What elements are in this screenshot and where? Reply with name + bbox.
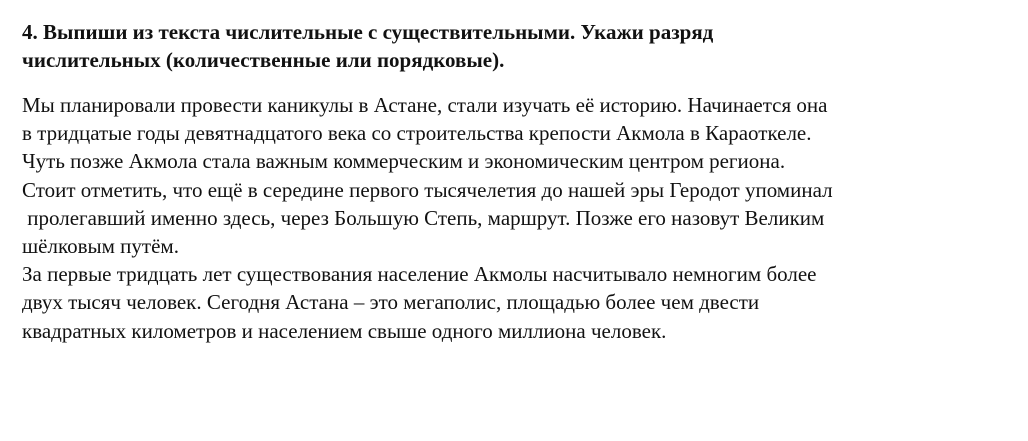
passage-line: квадратных километров и населением свыше одного миллиона человек. [22,318,667,343]
passage-line: Мы планировали провести каникулы в Астане, стали изучать её историю. Начинается она [22,93,828,117]
passage-line: двух тысяч человек. Сегодня Астана – это мегаполис, площадью более чем двести [22,290,760,315]
passage-line: пролегавший именно здесь, через Большую Степь, маршрут. Позже его назовут Великим [22,205,825,230]
passage-line: в тридцатые годы девятнадцатого века со строительства крепости Акмола в Караоткеле. [22,121,812,146]
passage-line: За первые тридцать лет существования население Акмолы насчитывало немногим более [22,262,817,287]
task-heading [22,18,1012,74]
task-heading-line: 4. Выпиши из текста числительные с существительными. Укажи разряд [22,20,714,44]
text-passage [22,91,1012,345]
task-heading-line: числительных (количественные или порядковые). [22,48,505,72]
passage-line: Стоит отметить, что ещё в середине первого тысячелетия до нашей эры Геродот упоминал [22,177,833,202]
passage-line: шёлковым путём. [22,234,179,259]
passage-line: Чуть позже Акмола стала важным коммерческим и экономическим центром региона. [22,149,786,174]
